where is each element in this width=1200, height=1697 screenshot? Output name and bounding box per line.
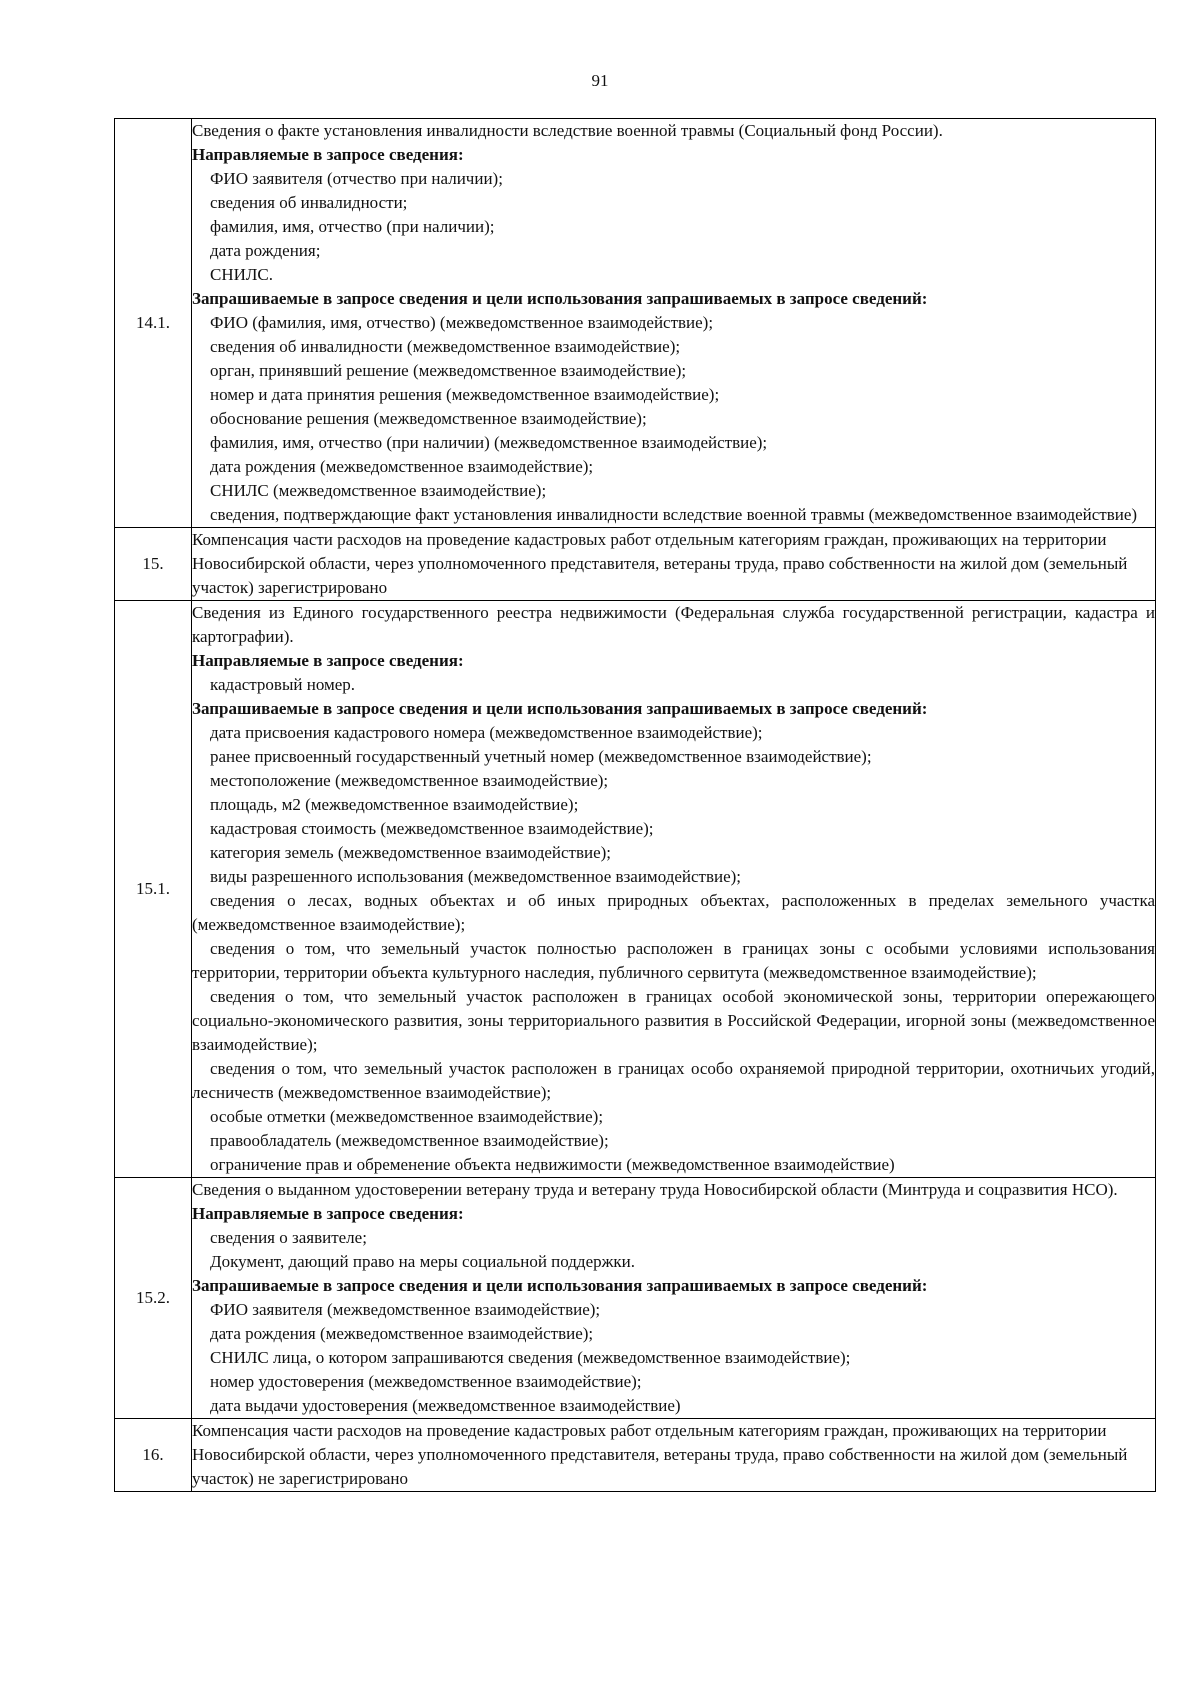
list-item: дата присвоения кадастрового номера (межведомственное взаимодействие); xyxy=(210,723,763,742)
list-item: дата выдачи удостоверения (межведомственное взаимодействие) xyxy=(210,1396,681,1415)
page-number: 91 xyxy=(591,71,609,90)
description-paragraph: Сведения из Единого государственного реестра недвижимости (Федеральная служба государственной регистрации, кадастра и картографии). xyxy=(192,603,1155,646)
list-item: ограничение прав и обременение объекта недвижимости (межведомственное взаимодействие) xyxy=(210,1155,895,1174)
list-item: сведения о том, что земельный участок расположен в границах особо охраняемой природной территории, охотничьих угодий, лесничеств (межведомственное взаимодействие); xyxy=(192,1059,1155,1102)
list-item: кадастровая стоимость (межведомственное взаимодействие); xyxy=(210,819,654,838)
section-heading: Запрашиваемые в запросе сведения и цели использования запрашиваемых в запросе сведений: xyxy=(192,1276,928,1295)
list-item: особые отметки (межведомственное взаимодействие); xyxy=(210,1107,604,1126)
list-item: СНИЛС (межведомственное взаимодействие); xyxy=(210,481,547,500)
row-number: 16. xyxy=(115,1419,192,1492)
list-item: сведения о заявителе; xyxy=(210,1228,367,1247)
description-paragraph: Сведения о выданном удостоверении ветерану труда и ветерану труда Новосибирской области (Минтруда и соцразвития НСО). xyxy=(192,1180,1118,1199)
list-item: категория земель (межведомственное взаимодействие); xyxy=(210,843,612,862)
list-item: фамилия, имя, отчество (при наличии) (межведомственное взаимодействие); xyxy=(210,433,768,452)
list-item: сведения, подтверждающие факт установления инвалидности вследствие военной травмы (межведомственное взаимодействие) xyxy=(210,505,1138,524)
table-body xyxy=(115,119,1156,1492)
row-number: 14.1. xyxy=(115,119,192,528)
list-item: виды разрешенного использования (межведомственное взаимодействие); xyxy=(210,867,742,886)
row-number: 15. xyxy=(115,528,192,601)
row-content xyxy=(192,601,1156,1178)
list-item: дата рождения; xyxy=(210,241,321,260)
row-content xyxy=(192,119,1156,528)
description-paragraph: Сведения о факте установления инвалидности вследствие военной травмы (Социальный фонд России). xyxy=(192,121,943,140)
list-item: дата рождения (межведомственное взаимодействие); xyxy=(210,1324,594,1343)
row-number: 15.1. xyxy=(115,601,192,1178)
list-item: сведения о том, что земельный участок расположен в границах особой экономической зоны, территории опережающего социально-экономического развития, зоны территориального развития в Российской Федерации, игорной зоны (межведомственное взаимодействие); xyxy=(192,987,1155,1054)
table-row xyxy=(115,528,1156,601)
service-title: Компенсация части расходов на проведение кадастровых работ отдельным категориям граждан, проживающих на территории Новосибирской области, через уполномоченного представителя, ветераны труда, право собственности на жилой дом (земельный участок) не зарегистрировано xyxy=(192,1421,1128,1488)
row-number: 15.2. xyxy=(115,1178,192,1419)
list-item: обоснование решения (межведомственное взаимодействие); xyxy=(210,409,647,428)
section-heading: Направляемые в запросе сведения: xyxy=(192,651,464,670)
section-heading: Направляемые в запросе сведения: xyxy=(192,145,464,164)
list-item: сведения о том, что земельный участок полностью расположен в границах зоны с особыми условиями использования территории, территории объекта культурного наследия, публичного сервитута (межведомственное взаимодействие); xyxy=(192,939,1155,982)
service-title: Компенсация части расходов на проведение кадастровых работ отдельным категориям граждан, проживающих на территории Новосибирской области, через уполномоченного представителя, ветераны труда, право собственности на жилой дом (земельный участок) зарегистрировано xyxy=(192,530,1128,597)
document-table xyxy=(114,118,1156,1492)
table-row xyxy=(115,1419,1156,1492)
list-item: фамилия, имя, отчество (при наличии); xyxy=(210,217,495,236)
list-item: сведения о лесах, водных объектах и об иных природных объектах, расположенных в пределах земельного участка (межведомственное взаимодействие); xyxy=(192,891,1155,934)
section-heading: Направляемые в запросе сведения: xyxy=(192,1204,464,1223)
list-item: СНИЛС. xyxy=(210,265,274,284)
list-item: ФИО заявителя (межведомственное взаимодействие); xyxy=(210,1300,601,1319)
table-row xyxy=(115,601,1156,1178)
table-row xyxy=(115,119,1156,528)
list-item: Документ, дающий право на меры социальной поддержки. xyxy=(210,1252,635,1271)
list-item: сведения об инвалидности; xyxy=(210,193,408,212)
table-row xyxy=(115,1178,1156,1419)
list-item: СНИЛС лица, о котором запрашиваются сведения (межведомственное взаимодействие); xyxy=(210,1348,851,1367)
list-item: ФИО заявителя (отчество при наличии); xyxy=(210,169,503,188)
list-item: правообладатель (межведомственное взаимодействие); xyxy=(210,1131,609,1150)
list-item: кадастровый номер. xyxy=(210,675,356,694)
list-item: номер удостоверения (межведомственное взаимодействие); xyxy=(210,1372,642,1391)
section-heading: Запрашиваемые в запросе сведения и цели использования запрашиваемых в запросе сведений: xyxy=(192,289,928,308)
list-item: площадь, м2 (межведомственное взаимодействие); xyxy=(210,795,579,814)
list-item: ранее присвоенный государственный учетный номер (межведомственное взаимодействие); xyxy=(210,747,872,766)
list-item: орган, принявший решение (межведомственное взаимодействие); xyxy=(210,361,687,380)
list-item: местоположение (межведомственное взаимодействие); xyxy=(210,771,609,790)
row-content xyxy=(192,528,1156,601)
list-item: дата рождения (межведомственное взаимодействие); xyxy=(210,457,594,476)
section-heading: Запрашиваемые в запросе сведения и цели использования запрашиваемых в запросе сведений: xyxy=(192,699,928,718)
list-item: номер и дата принятия решения (межведомственное взаимодействие); xyxy=(210,385,720,404)
row-content xyxy=(192,1419,1156,1492)
list-item: ФИО (фамилия, имя, отчество) (межведомственное взаимодействие); xyxy=(210,313,714,332)
list-item: сведения об инвалидности (межведомственное взаимодействие); xyxy=(210,337,681,356)
row-content xyxy=(192,1178,1156,1419)
